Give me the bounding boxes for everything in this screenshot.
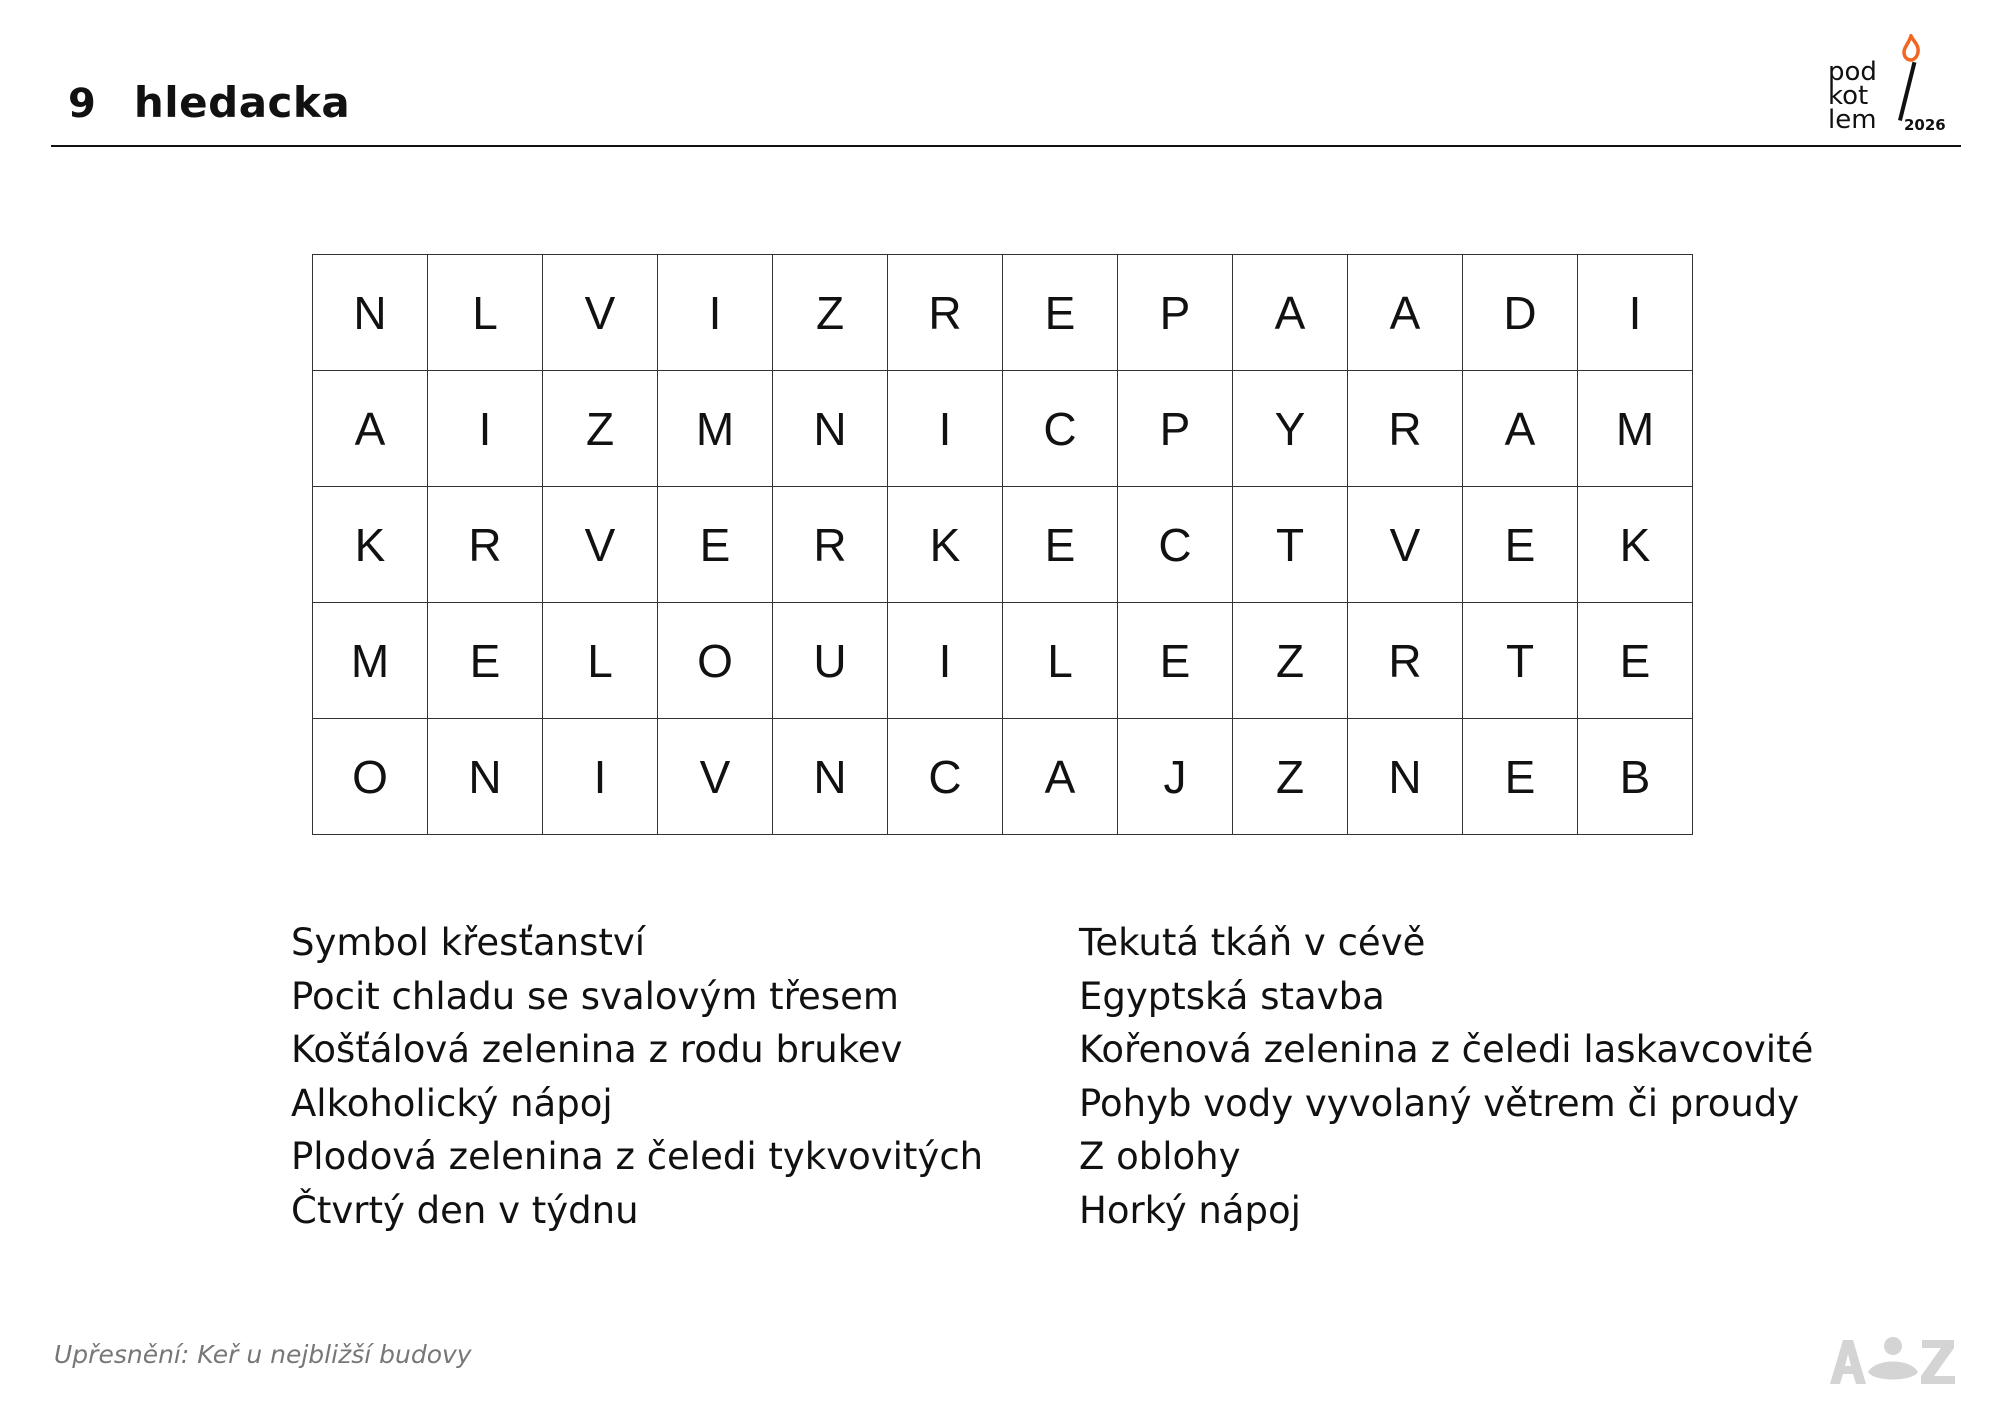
clue-item: Horký nápoj — [1079, 1188, 1301, 1232]
grid-cell: N — [773, 371, 888, 487]
grid-cell: E — [658, 487, 773, 603]
grid-cell: V — [543, 487, 658, 603]
clue-item: Z oblohy — [1079, 1135, 1241, 1178]
footnote: Upřesnění: Keř u nejbližší budovy — [54, 1340, 472, 1369]
grid-cell: B — [1578, 719, 1693, 835]
grid-cell: O — [313, 719, 428, 835]
grid-cell: L — [543, 603, 658, 719]
podkotlem-logo — [1828, 30, 1963, 140]
grid-cell: C — [1003, 371, 1118, 487]
grid-cell: R — [888, 255, 1003, 371]
grid-cell: E — [1003, 255, 1118, 371]
grid-cell: R — [428, 487, 543, 603]
grid-cell: C — [1118, 487, 1233, 603]
flame-icon — [1900, 34, 1922, 62]
grid-cell: I — [658, 255, 773, 371]
grid-cell: A — [1233, 255, 1348, 371]
grid-cell: E — [1578, 603, 1693, 719]
clue-item: Čtvrtý den v týdnu — [291, 1188, 639, 1232]
grid-cell: N — [1348, 719, 1463, 835]
grid-cell: I — [888, 603, 1003, 719]
grid-cell: L — [1003, 603, 1118, 719]
grid-cell: E — [1118, 603, 1233, 719]
clue-item: Pohyb vody vyvolaný větrem či proudy — [1079, 1081, 1800, 1125]
grid-cell: N — [428, 719, 543, 835]
grid-cell: I — [888, 371, 1003, 487]
grid-cell: C — [888, 719, 1003, 835]
grid-cell: T — [1463, 603, 1578, 719]
page-header — [68, 78, 350, 134]
grid-cell: I — [1578, 255, 1693, 371]
grid-cell: K — [888, 487, 1003, 603]
grid-cell: Z — [1233, 603, 1348, 719]
grid-cell: K — [313, 487, 428, 603]
logo-text-line3: lem — [1828, 105, 1877, 135]
grid-cell: T — [1233, 487, 1348, 603]
clue-item: Kořenová zelenina z čeledi laskavcovité — [1079, 1028, 1814, 1071]
grid-cell: E — [1463, 487, 1578, 603]
grid-cell: J — [1118, 719, 1233, 835]
grid-cell: A — [313, 371, 428, 487]
logo-slash — [1898, 62, 1916, 121]
grid-cell: L — [428, 255, 543, 371]
grid-cell: I — [428, 371, 543, 487]
clue-item: Alkoholický nápoj — [291, 1081, 613, 1125]
grid-cell: A — [1003, 719, 1118, 835]
logo-year: 2026 — [1904, 116, 1946, 134]
grid-cell: K — [1578, 487, 1693, 603]
grid-cell: V — [543, 255, 658, 371]
grid-cell: E — [1003, 487, 1118, 603]
page-number: 9 — [68, 81, 96, 127]
logo-text-line2: kot — [1828, 81, 1869, 111]
grid-cell: I — [543, 719, 658, 835]
clues-right-column — [1079, 916, 1813, 1237]
grid-cell: R — [1348, 371, 1463, 487]
grid-cell: Z — [543, 371, 658, 487]
header-rule — [51, 145, 1961, 147]
grid-cell: D — [1463, 255, 1578, 371]
clue-item: Pocit chladu se svalovým třesem — [291, 974, 899, 1018]
clue-item: Košťálová zelenina z rodu brukev — [291, 1028, 903, 1071]
grid-cell: V — [1348, 487, 1463, 603]
az-logo-icon — [1828, 1334, 1958, 1386]
grid-cell: P — [1118, 255, 1233, 371]
clue-item: Symbol křesťanství — [291, 921, 646, 964]
grid-cell: M — [1578, 371, 1693, 487]
grid-cell: E — [1463, 719, 1578, 835]
grid-cell: E — [428, 603, 543, 719]
grid-cell: N — [773, 719, 888, 835]
grid-cell: N — [313, 255, 428, 371]
clue-item: Egyptská stavba — [1079, 974, 1385, 1018]
grid-cell: A — [1463, 371, 1578, 487]
grid-cell: M — [313, 603, 428, 719]
grid-cell: M — [658, 371, 773, 487]
grid-cell: Z — [1233, 719, 1348, 835]
grid-cell: V — [658, 719, 773, 835]
clue-item: Tekutá tkáň v cévě — [1079, 921, 1426, 964]
word-search-grid — [312, 254, 1693, 835]
grid-cell: U — [773, 603, 888, 719]
page-title: hledacka — [133, 78, 351, 127]
clue-item: Plodová zelenina z čeledi tykvovitých — [291, 1135, 984, 1178]
grid-cell: P — [1118, 371, 1233, 487]
grid-cell: R — [1348, 603, 1463, 719]
grid-cell: Y — [1233, 371, 1348, 487]
clues-left-column — [291, 916, 983, 1237]
logo-text-line1: pod — [1828, 57, 1877, 87]
grid-cell: A — [1348, 255, 1463, 371]
grid-cell: Z — [773, 255, 888, 371]
grid-cell: R — [773, 487, 888, 603]
grid-cell: O — [658, 603, 773, 719]
